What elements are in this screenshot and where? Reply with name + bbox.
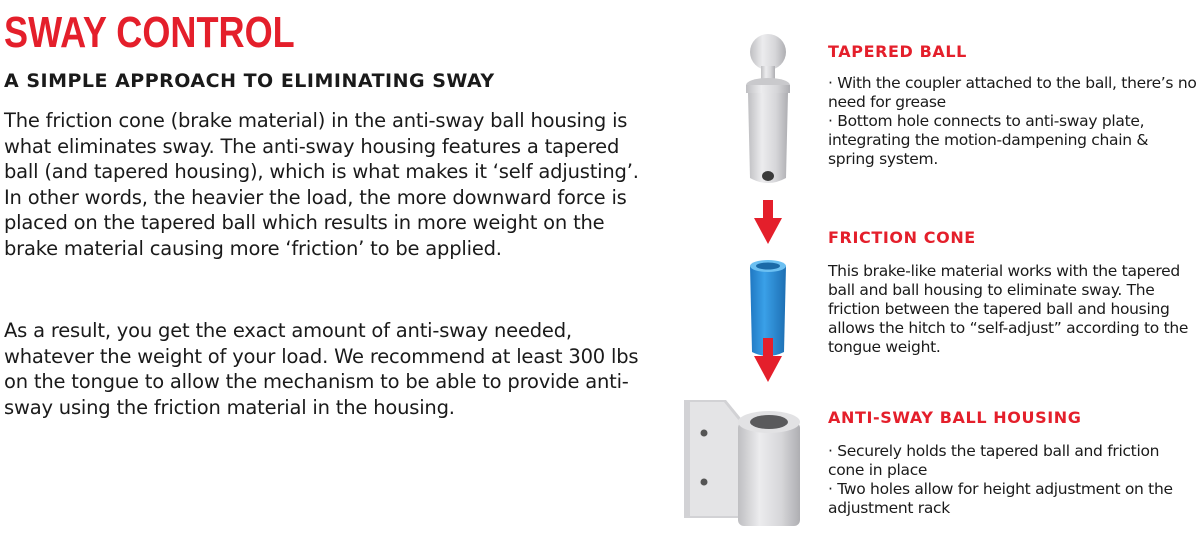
page-title: SWAY CONTROL	[4, 8, 295, 57]
bullet-line: · Bottom hole connects to anti-sway plate, integrating the motion-dampening chain & spring system.	[828, 112, 1149, 168]
tapered-ball-icon	[746, 34, 790, 183]
bullet-line: · Two holes allow for height adjustment on the adjustment rack	[828, 480, 1173, 517]
ball-housing-icon	[684, 400, 800, 526]
section-text-tapered-ball	[828, 74, 1198, 169]
intro-paragraph: The friction cone (brake material) in the anti-sway ball housing is what eliminates sway. The anti-sway housing features a tapered ball (and tapered housing), which is what makes it ‘self adjusting’. In other words, the heavier the load, the more downward force is placed on the tapered ball which results in more weight on the brake material causing more ‘friction’ to be applied.	[4, 109, 639, 260]
hitch-exploded-illustration	[670, 30, 820, 530]
result-paragraph: As a result, you get the exact amount of anti-sway needed, whatever the weight of your load. We recommend at least 300 lbs on the tongue to allow the mechanism to be able to provide anti-sway using the friction material in the housing.	[4, 319, 639, 419]
bullet-line: · Securely holds the tapered ball and friction cone in place	[828, 442, 1160, 479]
page-subtitle: A SIMPLE APPROACH TO ELIMINATING SWAY	[4, 70, 495, 92]
section-heading-ball-housing: ANTI-SWAY BALL HOUSING	[828, 408, 1082, 427]
section-text-friction-cone	[828, 262, 1198, 357]
arrow-down-icon	[754, 200, 782, 244]
description-line: This brake-like material works with the tapered ball and ball housing to eliminate sway. The friction between the tapered ball and housing allows the hitch to “self-adjust” according to the tongue weight.	[828, 262, 1189, 356]
bullet-line: · With the coupler attached to the ball, there’s no need for grease	[828, 74, 1197, 111]
section-heading-tapered-ball: TAPERED BALL	[828, 42, 967, 61]
section-text-ball-housing	[828, 442, 1198, 518]
section-heading-friction-cone: FRICTION CONE	[828, 228, 976, 247]
